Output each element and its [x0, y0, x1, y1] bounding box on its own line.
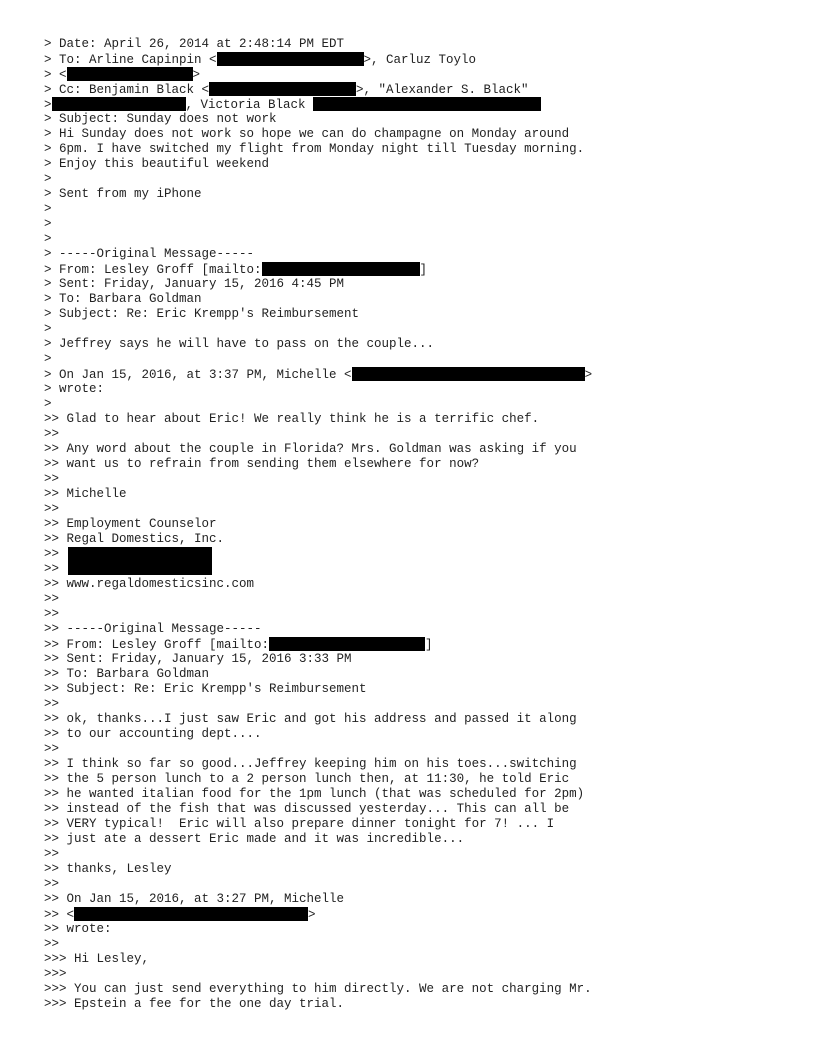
- line-text: >>: [44, 472, 60, 486]
- text-line: [44, 802, 804, 817]
- text-line: [44, 217, 804, 232]
- text-line: [44, 442, 804, 457]
- line-text: >> he wanted italian food for the 1pm lunch (that was scheduled for 2pm): [44, 787, 585, 801]
- text-line: [44, 712, 804, 727]
- line-text: >>: [44, 937, 60, 951]
- line-text: >> To: Barbara Goldman: [44, 667, 210, 681]
- line-text: >>> You can just send everything to him directly. We are not charging Mr.: [44, 982, 592, 996]
- line-text: > To: Barbara Goldman: [44, 292, 202, 306]
- text-line: [44, 142, 804, 157]
- line-text: >>> Hi Lesley,: [44, 952, 150, 966]
- text-line: [44, 907, 804, 922]
- line-text: > Cc: Benjamin Black <: [44, 83, 210, 97]
- text-line: [44, 742, 804, 757]
- text-line: [44, 997, 804, 1012]
- line-text: >> From: Lesley Groff [mailto:: [44, 638, 270, 652]
- line-text: >>: [44, 847, 60, 861]
- redaction-box: [217, 52, 364, 66]
- line-text: >>: [44, 877, 60, 891]
- text-line: [44, 592, 804, 607]
- text-line: [44, 637, 804, 652]
- redaction-box: [262, 262, 420, 276]
- text-line: [44, 172, 804, 187]
- text-line: [44, 247, 804, 262]
- text-line: [44, 772, 804, 787]
- line-text: >: [44, 172, 52, 186]
- line-text: >> Sent: Friday, January 15, 2016 3:33 PM: [44, 652, 352, 666]
- line-text: >> just ate a dessert Eric made and it was incredible...: [44, 832, 465, 846]
- line-text: >> -----Original Message-----: [44, 622, 262, 636]
- text-line: [44, 622, 804, 637]
- line-text: ]: [425, 638, 433, 652]
- line-text: > Hi Sunday does not work so hope we can do champagne on Monday around: [44, 127, 570, 141]
- line-text: >>: [44, 592, 60, 606]
- text-line: [44, 97, 804, 112]
- line-text: >: [44, 202, 52, 216]
- line-text: >> the 5 person lunch to a 2 person lunch then, at 11:30, he told Eric: [44, 772, 570, 786]
- text-line: [44, 697, 804, 712]
- line-text: ]: [419, 263, 428, 277]
- redaction-box: [67, 67, 193, 81]
- line-text: >>>: [44, 967, 67, 981]
- line-text: >, Carluz Toylo: [363, 53, 477, 67]
- line-text: , Victoria Black: [185, 98, 314, 112]
- line-text: > <: [44, 68, 67, 82]
- text-line: [44, 727, 804, 742]
- text-line: [44, 157, 804, 172]
- text-line: [44, 67, 804, 82]
- text-line: [44, 982, 804, 997]
- line-text: >> <: [44, 908, 75, 922]
- text-line: [44, 652, 804, 667]
- text-line: [44, 517, 804, 532]
- text-line: [44, 787, 804, 802]
- text-line: [44, 577, 804, 592]
- line-text: >, "Alexander S. Black": [356, 83, 529, 97]
- line-text: >: [308, 908, 316, 922]
- text-line: [44, 682, 804, 697]
- line-text: > From: Lesley Groff [mailto:: [44, 263, 262, 277]
- text-line: [44, 427, 804, 442]
- line-text: >> ok, thanks...I just saw Eric and got his address and passed it along: [44, 712, 577, 726]
- line-text: >: [44, 397, 52, 411]
- text-line: [44, 82, 804, 97]
- text-line: [44, 352, 804, 367]
- line-text: >>> Epstein a fee for the one day trial.: [44, 997, 345, 1011]
- line-text: >> VERY typical! Eric will also prepare dinner tonight for 7! ... I: [44, 817, 555, 831]
- line-text: >> Employment Counselor: [44, 517, 217, 531]
- text-line: [44, 892, 804, 907]
- text-line: [44, 532, 804, 547]
- line-text: > On Jan 15, 2016, at 3:37 PM, Michelle <: [44, 368, 352, 382]
- line-text: > Jeffrey says he will have to pass on the couple...: [44, 337, 435, 351]
- line-text: >> want us to refrain from sending them elsewhere for now?: [44, 457, 480, 471]
- text-line: [44, 37, 804, 52]
- redaction-box: [313, 97, 541, 111]
- text-line: [44, 112, 804, 127]
- line-text: >: [44, 98, 52, 112]
- text-line: [44, 937, 804, 952]
- line-text: >>: [44, 607, 60, 621]
- text-line: [44, 52, 804, 67]
- line-text: >> Any word about the couple in Florida? Mrs. Goldman was asking if you: [44, 442, 577, 456]
- text-line: [44, 922, 804, 937]
- text-line: [44, 952, 804, 967]
- line-text: >> www.regaldomesticsinc.com: [44, 577, 255, 591]
- text-line: [44, 562, 804, 577]
- text-line: [44, 862, 804, 877]
- line-text: >>: [44, 697, 60, 711]
- line-text: > -----Original Message-----: [44, 247, 255, 261]
- redaction-box: [209, 82, 356, 96]
- text-line: [44, 397, 804, 412]
- text-line: [44, 412, 804, 427]
- line-text: > To: Arline Capinpin <: [44, 53, 217, 67]
- line-text: > Subject: Re: Eric Krempp's Reimbursement: [44, 307, 360, 321]
- text-line: [44, 337, 804, 352]
- text-line: [44, 322, 804, 337]
- line-text: >>: [44, 427, 60, 441]
- text-line: [44, 502, 804, 517]
- text-line: [44, 127, 804, 142]
- line-text: >> wrote:: [44, 922, 112, 936]
- text-line: [44, 232, 804, 247]
- text-line: [44, 487, 804, 502]
- text-line: [44, 547, 804, 562]
- text-line: [44, 382, 804, 397]
- email-document: [44, 37, 804, 1012]
- line-text: > wrote:: [44, 382, 105, 396]
- line-text: > Date: April 26, 2014 at 2:48:14 PM EDT: [44, 37, 345, 51]
- line-text: >: [584, 368, 593, 382]
- text-line: [44, 277, 804, 292]
- line-text: >>: [44, 562, 60, 576]
- text-line: [44, 607, 804, 622]
- line-text: >> Michelle: [44, 487, 127, 501]
- text-line: [44, 967, 804, 982]
- text-line: [44, 262, 804, 277]
- line-text: > Subject: Sunday does not work: [44, 112, 277, 126]
- line-text: >> Subject: Re: Eric Krempp's Reimbursement: [44, 682, 367, 696]
- line-text: > Enjoy this beautiful weekend: [44, 157, 270, 171]
- text-line: [44, 457, 804, 472]
- line-text: >> Glad to hear about Eric! We really think he is a terrific chef.: [44, 412, 540, 426]
- redaction-box: [74, 907, 308, 921]
- line-text: >>: [44, 502, 60, 516]
- text-line: [44, 292, 804, 307]
- line-text: >> On Jan 15, 2016, at 3:27 PM, Michelle: [44, 892, 345, 906]
- text-line: [44, 817, 804, 832]
- line-text: >> to our accounting dept....: [44, 727, 262, 741]
- text-line: [44, 307, 804, 322]
- line-text: >> instead of the fish that was discussed yesterday... This can all be: [44, 802, 570, 816]
- line-text: > 6pm. I have switched my flight from Monday night till Tuesday morning.: [44, 142, 585, 156]
- text-line: [44, 847, 804, 862]
- line-text: >: [44, 322, 52, 336]
- redaction-box: [269, 637, 425, 651]
- text-line: [44, 877, 804, 892]
- redaction-box: [352, 367, 585, 381]
- line-text: > Sent: Friday, January 15, 2016 4:45 PM: [44, 277, 345, 291]
- line-text: >: [192, 68, 201, 82]
- line-text: >> thanks, Lesley: [44, 862, 172, 876]
- text-line: [44, 187, 804, 202]
- line-text: >: [44, 352, 52, 366]
- text-line: [44, 367, 804, 382]
- line-text: >: [44, 217, 52, 231]
- redaction-box: [52, 97, 186, 111]
- text-line: [44, 757, 804, 772]
- text-line: [44, 832, 804, 847]
- line-text: >> Regal Domestics, Inc.: [44, 532, 225, 546]
- line-text: >> I think so far so good...Jeffrey keeping him on his toes...switching: [44, 757, 577, 771]
- line-text: >: [44, 232, 52, 246]
- text-line: [44, 667, 804, 682]
- line-text: >>: [44, 742, 60, 756]
- text-line: [44, 472, 804, 487]
- line-text: >>: [44, 547, 67, 561]
- text-line: [44, 202, 804, 217]
- line-text: > Sent from my iPhone: [44, 187, 202, 201]
